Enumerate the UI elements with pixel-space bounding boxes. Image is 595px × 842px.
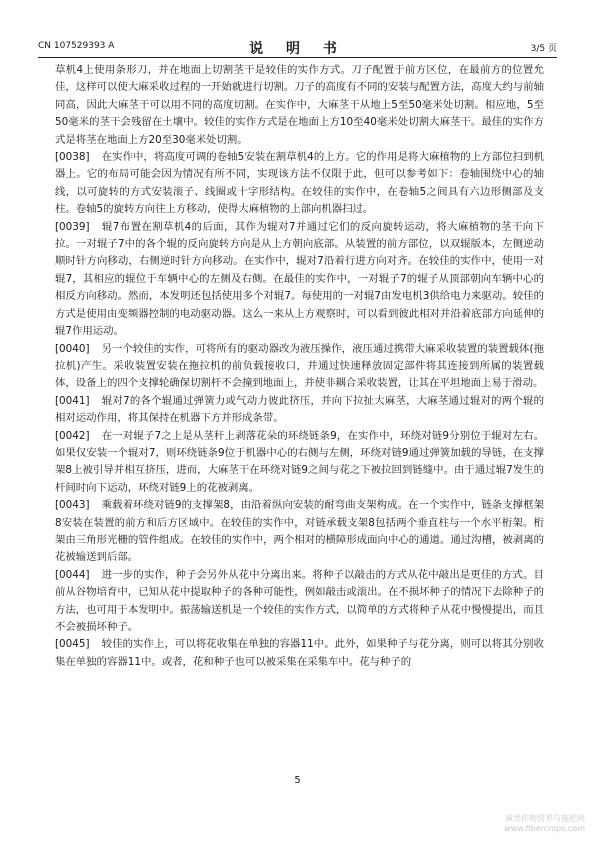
watermark-name: 麻类作物营养与施肥网 bbox=[505, 814, 585, 823]
paragraph-text: 在一对辊子7之上是从茎秆上剥落花朵的环绕链条9，在实作中，环绕对链9分别位于辊对左右。如果仅安装一个辊对7，则环绕链条9位于机器中心的右侧与左侧，环绕对链9通过弹簧加载的导链，在支撑架8上被引导并相互挤压，进而，大麻茎干在环绕对链9之间与花之下被拉回到链缝中。由于通过辊7发生的杆间时向下运动，环绕对链9上的花被剥离。 bbox=[55, 429, 544, 494]
paragraph-0043 bbox=[55, 497, 544, 567]
paragraph-number: [0039] bbox=[55, 220, 90, 233]
paragraph-text: 辊7布置在割草机4的后面，其作为辊对7并通过它们的反向旋转运动，将大麻植物的茎干向下拉。一对辊子7中的各个辊的反向旋转方向是从上方朝向底部。从装置的前方部位，以双辊版本，左侧逆动顺时针方向移动，右侧逆时针方向移动。在实作中，辊对7沿着行进方向对齐。在较佳的实作中，使用一对辊7，其相应的辊位于车辆中心的左侧及右侧。在最佳的实作中，一对辊子7的辊子从顶部朝向车辆中心的相反方向移动。然而，本发明还包括使用多个对辊7。每使用的一对辊7由发电机3供给电力来驱动。较佳的方式是使用由变频器控制的电动驱动器。这么一来从上方观察时，可以看到彼此相对并沿着底部方向延伸的辊7作用运动。 bbox=[55, 220, 544, 338]
paragraph-0045 bbox=[55, 636, 544, 671]
paragraph-number: [0042] bbox=[55, 429, 90, 442]
paragraph-number: [0038] bbox=[55, 151, 90, 164]
paragraph-number: [0040] bbox=[55, 342, 90, 355]
paragraph-text: 较佳的实作上，可以将花收集在单独的容器11中。此外，如果种子与花分离，则可以将其分别收集在单独的容器11中。或者，花和种子也可以被采集在采集车中。花与种子的 bbox=[55, 638, 544, 668]
publication-number: CN 107529393 A bbox=[38, 41, 115, 51]
document-body bbox=[55, 62, 544, 671]
page-number: 5 bbox=[294, 775, 301, 786]
paragraph-text: 另一个较佳的实作，可将所有的驱动器改为液压操作，液压通过携带大麻采收装置的装置载体(拖拉机)产生。采收装置安装在拖拉机的前负载接收口，并通过快速释放固定部件将其连接到所属的装置载体，设备上的四个支撑轮确保切割杆不会撞到地面上，并使非耦合采收装置，让其在平坦地面上易于滑动。 bbox=[55, 342, 544, 390]
paragraph-continued bbox=[55, 62, 544, 149]
paragraph-0044 bbox=[55, 567, 544, 637]
paragraph-0042 bbox=[55, 428, 544, 498]
paragraph-text: 在实作中，将高度可调的卷轴5安装在割草机4的上方。它的作用是将大麻植物的上方部位扫到机器上。它的布局可能会因为情况有所不同，实现该方法不仅限于此，但可以参考如下：卷轴围绕中心的轴线，以可旋转的方式安装滚子、线圈或十字形结构。在较佳的实作中，在卷轴5之间具有六边形侧部及支柱。卷轴5的旋转方向往上方移动，使得大麻植物的上部向机器扫过。 bbox=[55, 151, 544, 216]
paragraph-text: 草机4上使用条形刀，并在地面上切割茎干是较佳的实作方式。刀子配置于前方区位，在最前方的位置允佳，这样可以使大麻采收过程的一开始就进行切割。刀子的高度有不同的安装与配置方法，高度大约与前轴同高，因此大麻茎干可以用不同的高度切割。在实作中，大麻茎干从地上5至50毫米处切割。相应地，5至50毫米的茎干会残留在土壤中。较佳的实作方式是在地面上方10至40毫米处切割大麻茎干。最佳的实作方式是将茎在地面上方20至30毫米处切割。 bbox=[55, 64, 544, 146]
header-rule bbox=[38, 57, 557, 58]
paragraph-text: 辊对7的各个辊通过弹簧力或气动力彼此挤压，并向下拉扯大麻茎，大麻茎通过辊对的两个辊的相对运动作用，将其保持在机器下方并形成条带。 bbox=[55, 394, 544, 425]
paragraph-number: [0041] bbox=[55, 394, 90, 407]
paragraph-0038 bbox=[55, 149, 544, 219]
page-indicator: 3/5 页 bbox=[530, 44, 557, 54]
paragraph-0040 bbox=[55, 341, 544, 393]
document-title: 说 明 书 bbox=[249, 41, 346, 57]
paragraph-number: [0043] bbox=[55, 499, 90, 512]
paragraph-0039 bbox=[55, 219, 544, 341]
watermark-url: www.fibercrops.com bbox=[504, 824, 585, 833]
watermark bbox=[435, 814, 585, 834]
paragraph-text: 进一步的实作，种子会另外从花中分离出来。将种子以敲击的方式从花中敲出是更佳的方式。目前从谷物培育中，已知从花中提取种子的各种可能性，例如敲击或滚出。在不损坏种子的情况下去除种子的方法，也可用于本发明中。振荡输送机是一个较佳的实作方式，以简单的方式将种子从花中慢慢提出，而且不会被损坏种子。 bbox=[55, 568, 544, 633]
paragraph-number: [0044] bbox=[55, 568, 90, 581]
paragraph-0041 bbox=[55, 393, 544, 428]
paragraph-text: 乘载着环绕对链9的支撑架8，由沿着纵向安装的耐弯曲支架构成。在一个实作中，链条支撑框架8安装在装置的前方和后方区域中。在较佳的实作中，对链承载支架8包括两个垂直柱与一个水平桁架。桁架由三角形光栅的管件组成。在较佳的实作中，两个相对的横障形成面向中心的通道。通过沟槽，被剥离的花被输送到后部。 bbox=[55, 499, 544, 564]
paragraph-number: [0045] bbox=[55, 638, 90, 651]
page-header bbox=[38, 38, 557, 56]
